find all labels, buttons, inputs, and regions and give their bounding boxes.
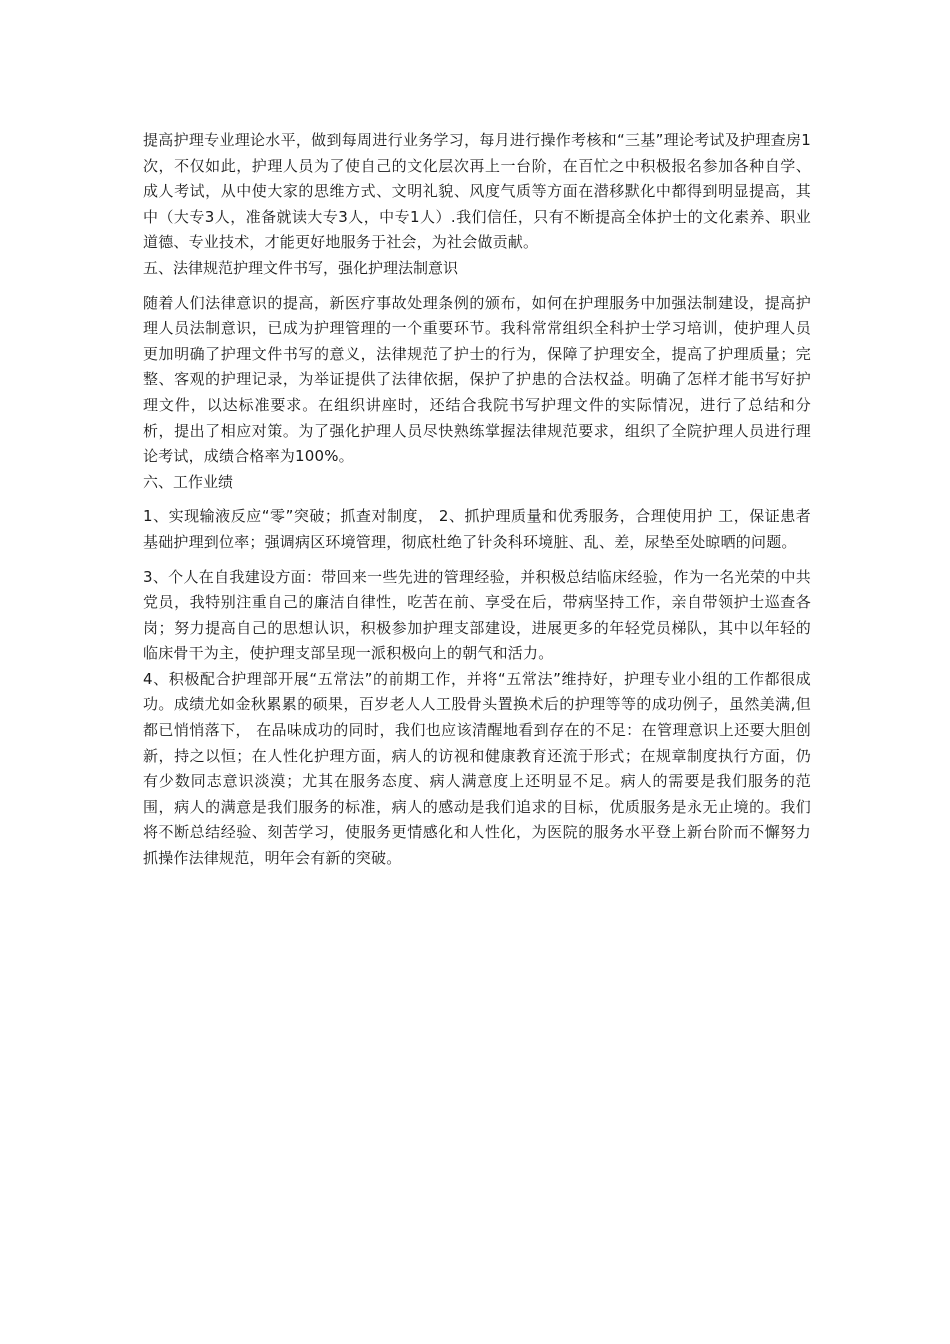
paragraph-professional-theory: 提高护理专业理论水平，做到每周进行业务学习，每月进行操作考核和“三基”理论考试及护理查房1次，不仅如此，护理人员为了使自己的文化层次再上一台阶，在百忙之中积极报名参加各种自学、成人考试，从中使大家的思维方式、文明礼貌、风度气质等方面在潜移默化中都得到明显提高，其中（大专3人，准备就读大专3人，中专1人）.我们信任，只有不断提高全体护士的文化素养、职业道德、专业技术，才能更好地服务于社会，为社会做贡献。: [143, 131, 811, 252]
section-heading-legal-standards: 五、法律规范护理文件书写，强化护理法制意识: [143, 258, 459, 277]
section-heading-work-achievements: 六、工作业绩: [143, 472, 234, 491]
document-body: [143, 128, 811, 872]
paragraph-achievement-1-2: 1、实现输液反应“零”突破；抓查对制度， 2、抓护理质量和优秀服务，合理使用护 工，保证患者基础护理到位率；强调病区环境管理，彻底杜绝了针灸科环境脏、乱、差，尿垫至处晾晒的问题。: [143, 507, 811, 551]
paragraph-legal-awareness: 随着人们法律意识的提高，新医疗事故处理条例的颁布，如何在护理服务中加强法制建设，提高护理人员法制意识，已成为护理管理的一个重要环节。我科常常组织全科护士学习培训，使护理人员更加明确了护理文件书写的意义，法律规范了护士的行为，保障了护理安全，提高了护理质量；完整、客观的护理记录，为举证提供了法律依据，保护了护患的合法权益。明确了怎样才能书写好护理文件，以达标准要求。在组织讲座时，还结合我院书写护理文件的实际情况，进行了总结和分析，提出了相应对策。为了强化护理人员尽快熟练掌握法律规范要求，组织了全院护理人员进行理论考试，成绩合格率为100%。: [143, 293, 811, 466]
paragraph-achievement-3: 3、个人在自我建设方面：带回来一些先进的管理经验，并积极总结临床经验，作为一名光荣的中共党员，我特别注重自己的廉洁自律性，吃苦在前、享受在后，带病坚持工作，亲自带领护士巡查各岗；努力提高自己的思想认识，积极参加护理支部建设，进展更多的年轻党员梯队，其中以年轻的临床骨干为主，使护理支部呈现一派积极向上的朝气和活力。: [143, 567, 811, 663]
paragraph-achievement-4: 4、积极配合护理部开展“五常法”的前期工作，并将“五常法”维持好，护理专业小组的工作都很成功。成绩尤如金秋累累的硕果，百岁老人人工股骨头置换术后的护理等等的成功例子，虽然美满,但都已悄悄落下， 在品味成功的同时，我们也应该清醒地看到存在的不足：在管理意识上还要大胆创新，持之以恒；在人性化护理方面，病人的访视和健康教育还流于形式；在规章制度执行方面，仍有少数同志意识淡漠；尤其在服务态度、病人满意度上还明显不足。病人的需要是我们服务的范围，病人的满意是我们服务的标准，病人的感动是我们追求的目标，优质服务是永无止境的。我们将不断总结经验、刻苦学习，使服务更情感化和人性化，为医院的服务水平登上新台阶而不懈努力抓操作法律规范，明年会有新的突破。: [143, 669, 811, 868]
